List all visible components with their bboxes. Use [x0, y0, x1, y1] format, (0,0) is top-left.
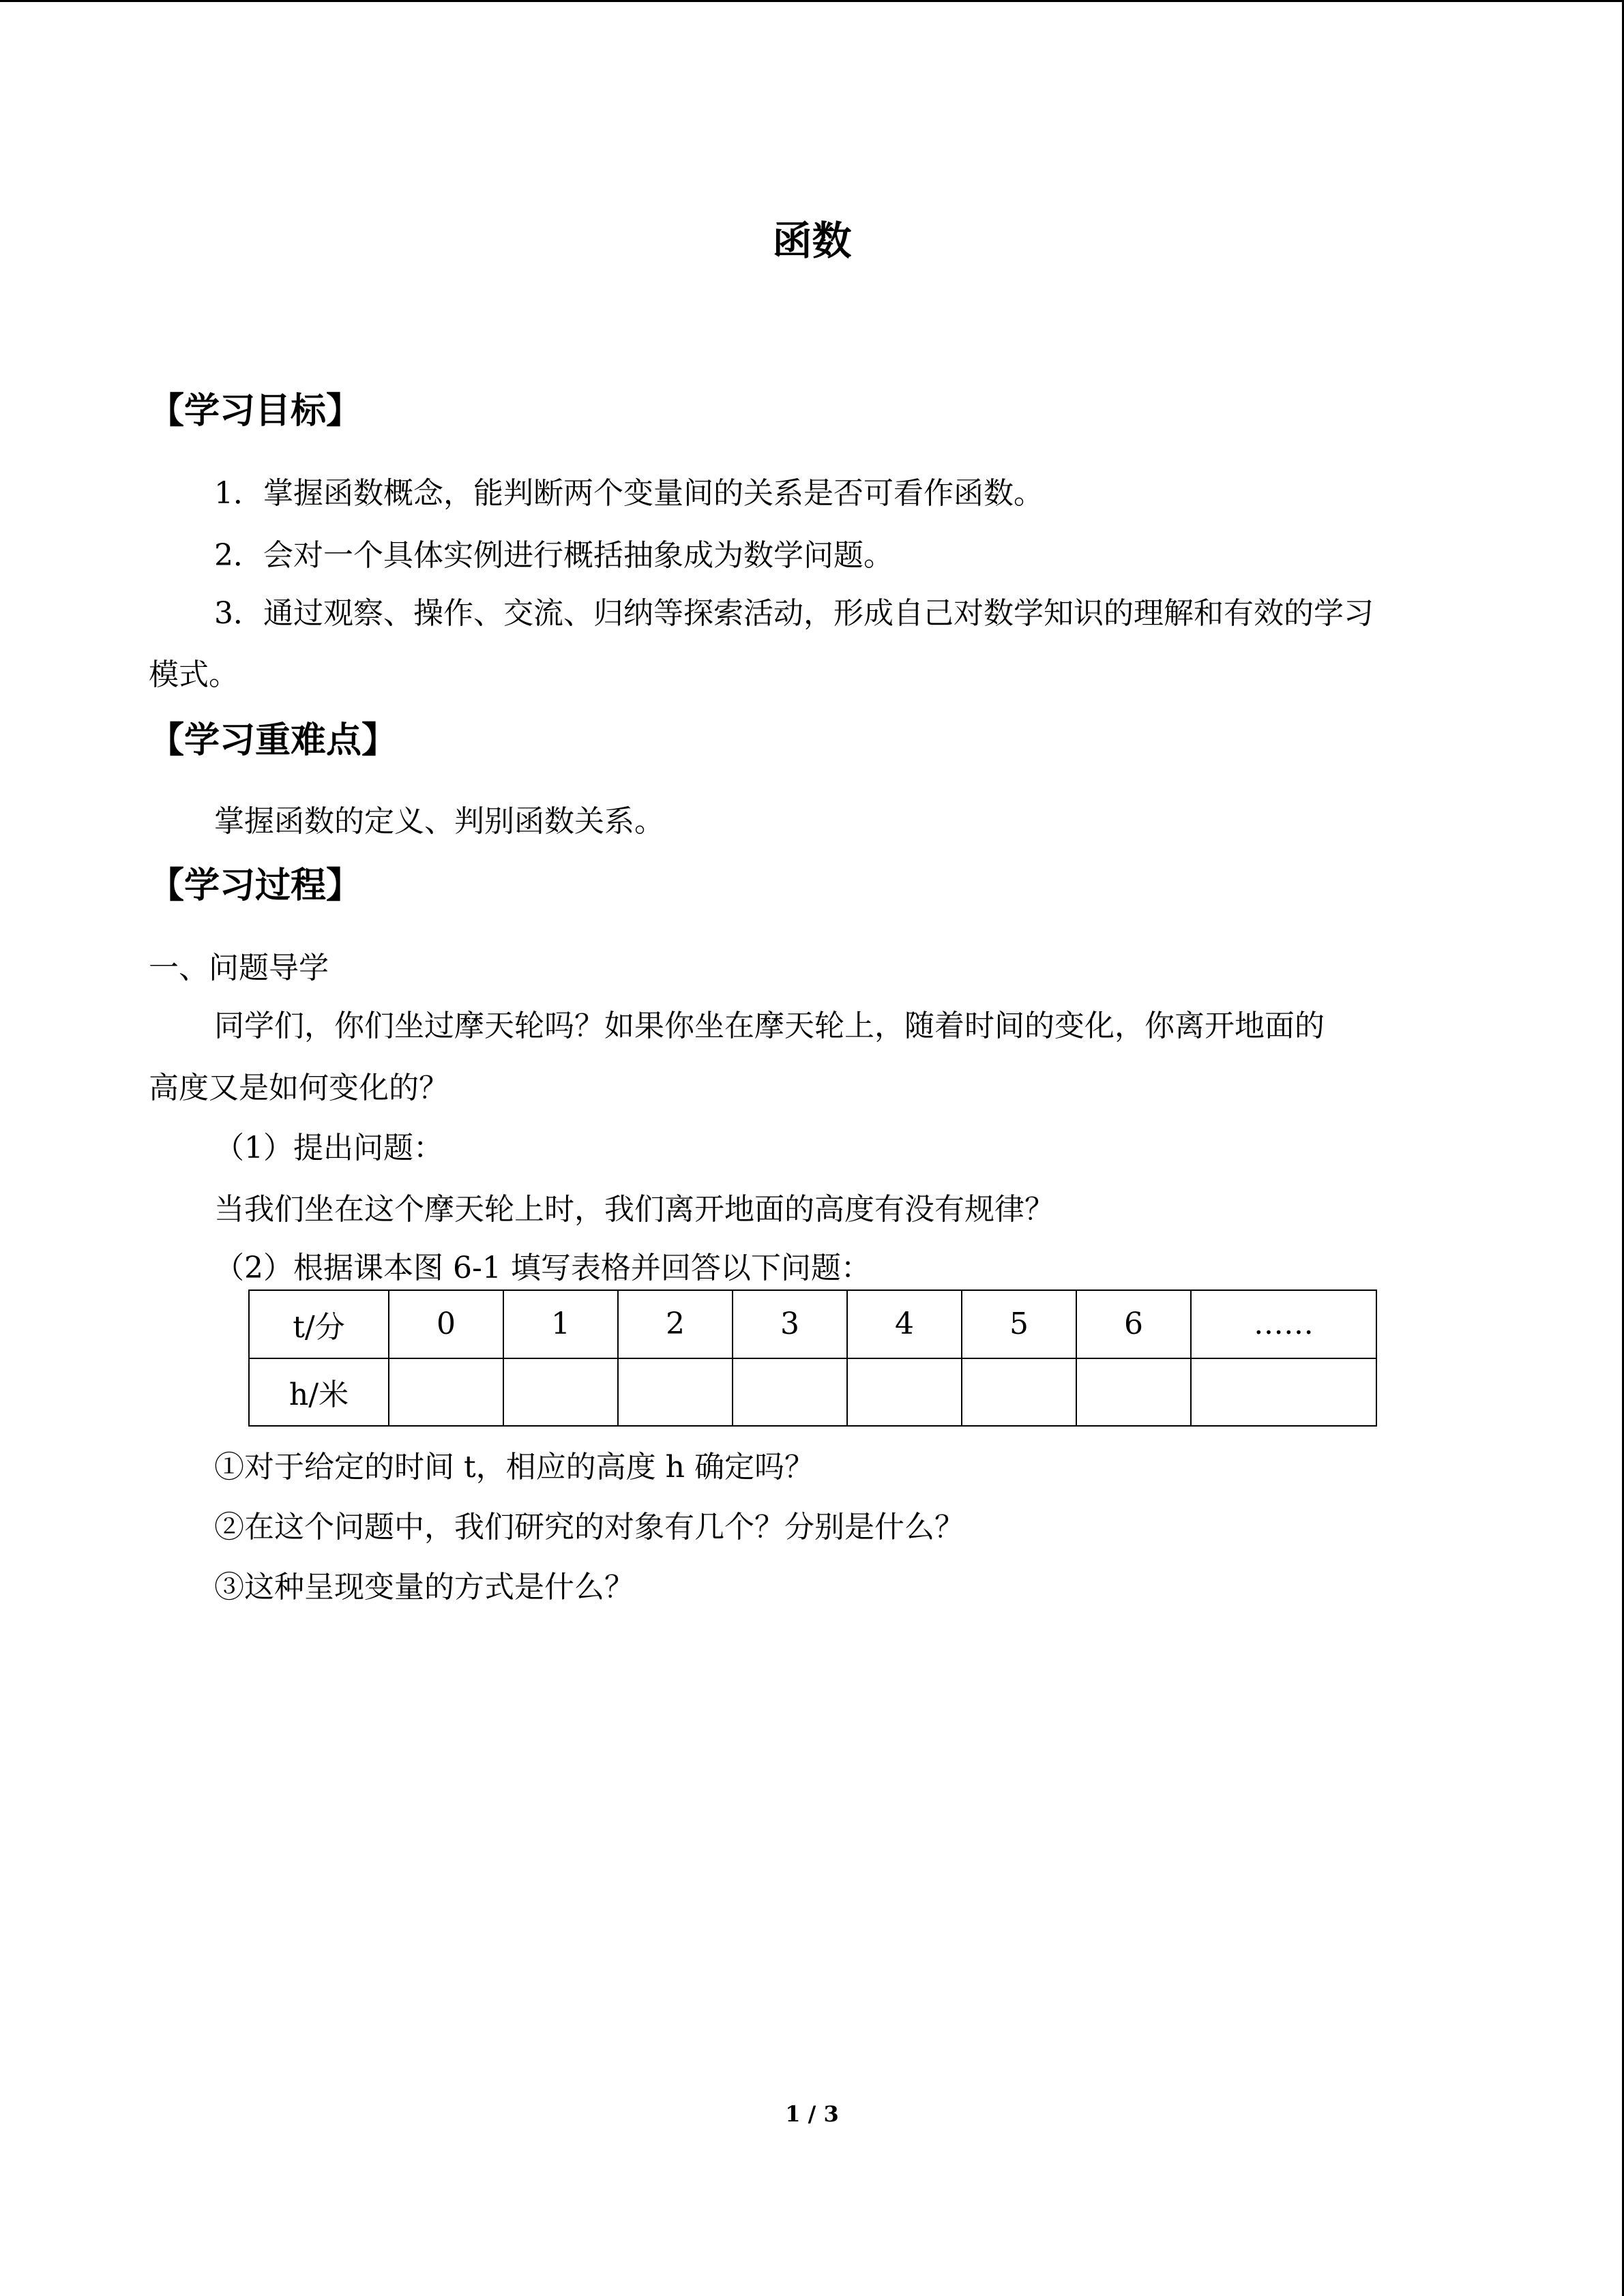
height-cell[interactable]	[962, 1358, 1076, 1427]
process-heading: 【学习过程】	[149, 865, 362, 906]
height-cell[interactable]	[1191, 1358, 1376, 1427]
step1-label: （1）提出问题：	[214, 1131, 443, 1165]
part1-title: 一、问题导学	[149, 951, 329, 985]
intro-line-1: 同学们，你们坐过摩天轮吗？如果你坐在摩天轮上，随着时间的变化，你离开地面的	[214, 1009, 1325, 1043]
question-3: ③这种呈现变量的方式是什么？	[214, 1570, 634, 1605]
objectives-heading: 【学习目标】	[149, 391, 362, 432]
time-height-table	[248, 1289, 1377, 1427]
height-cell[interactable]	[503, 1358, 618, 1427]
objective-1: 1．掌握函数概念，能判断两个变量间的关系是否可看作函数。	[214, 476, 1044, 511]
question-2: ②在这个问题中，我们研究的对象有几个？分别是什么？	[214, 1510, 964, 1545]
step1-question: 当我们坐在这个摩天轮上时，我们离开地面的高度有没有规律？	[214, 1192, 1054, 1227]
objective-3-continued: 模式。	[149, 657, 239, 692]
row-header-time: t/分	[249, 1290, 389, 1358]
table-row	[249, 1290, 1376, 1358]
key-points-heading: 【学习重难点】	[149, 720, 398, 761]
time-cell: 0	[389, 1290, 503, 1358]
objective-2: 2．会对一个具体实例进行概括抽象成为数学问题。	[214, 538, 894, 573]
time-cell-ellipsis: ……	[1191, 1290, 1376, 1358]
question-1: ①对于给定的时间 t，相应的高度 h 确定吗？	[214, 1450, 814, 1485]
page-number: 1 / 3	[785, 2101, 839, 2127]
table-row	[249, 1358, 1376, 1427]
key-points-text: 掌握函数的定义、判别函数关系。	[214, 804, 664, 839]
time-cell: 1	[503, 1290, 618, 1358]
row-header-height: h/米	[249, 1358, 389, 1427]
time-cell: 5	[962, 1290, 1076, 1358]
time-cell: 2	[618, 1290, 733, 1358]
time-cell: 4	[847, 1290, 962, 1358]
intro-line-2: 高度又是如何变化的？	[149, 1071, 449, 1105]
height-cell[interactable]	[847, 1358, 962, 1427]
step2-label: （2）根据课本图 6-1 填写表格并回答以下问题：	[214, 1251, 871, 1285]
height-cell[interactable]	[618, 1358, 733, 1427]
height-cell[interactable]	[1076, 1358, 1191, 1427]
height-cell[interactable]	[733, 1358, 847, 1427]
height-cell[interactable]	[389, 1358, 503, 1427]
objective-3: 3．通过观察、操作、交流、归纳等探索活动，形成自己对数学知识的理解和有效的学习	[214, 596, 1374, 631]
time-cell: 6	[1076, 1290, 1191, 1358]
page-title: 函数	[772, 218, 852, 264]
time-cell: 3	[733, 1290, 847, 1358]
page-border-top	[0, 0, 1624, 2]
